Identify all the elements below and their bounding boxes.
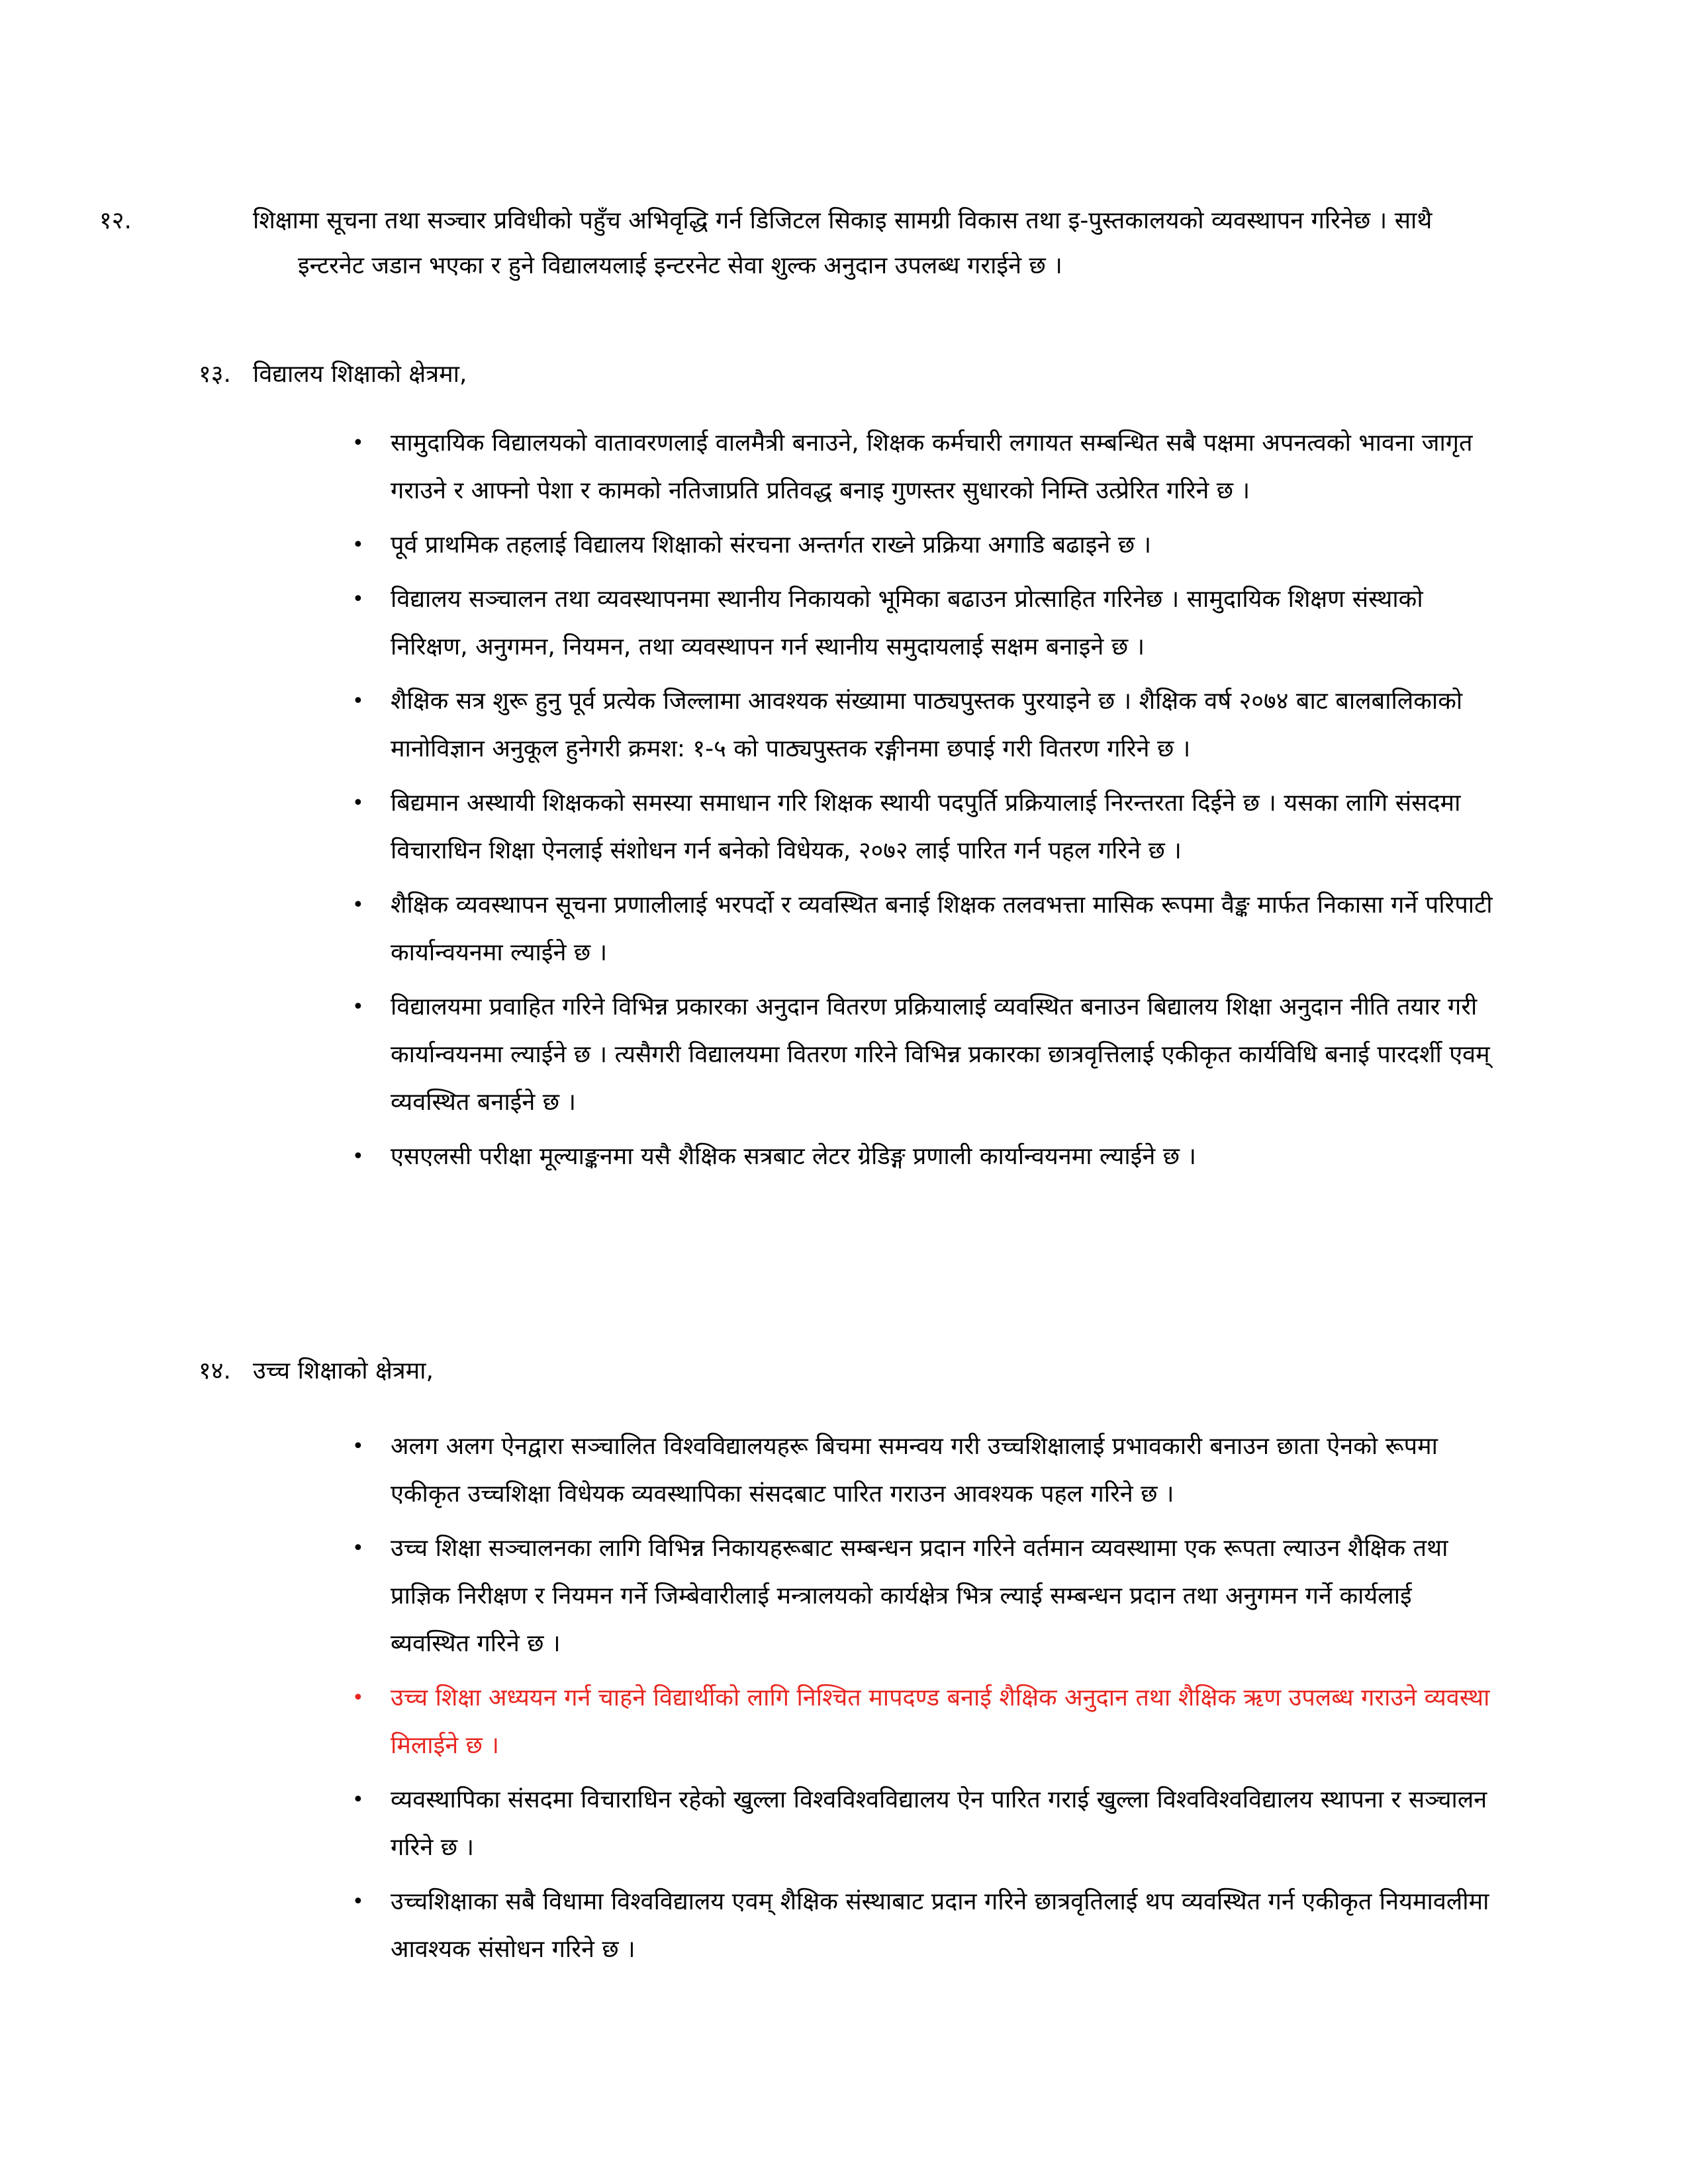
list-item-text: अलग अलग ऐनद्वारा सञ्चालित विश्वविद्यालयहरू बिचमा समन्वय गरी उच्चशिक्षालाई प्रभावकारी बनाउन छाता ऐनको रूपमा एकीकृत उच्चशिक्षा विधेयक व्यवस्थापिका संसदबाट पारित गराउन आवश्यक पहल गरिने छ । — [391, 1433, 1438, 1508]
section-13-heading — [199, 352, 467, 397]
bullet-icon: • — [352, 1537, 364, 1560]
list-item-text: शैक्षिक व्यवस्थापन सूचना प्रणालीलाई भरपर्दो र व्यवस्थित बनाई शिक्षक तलवभत्ता मासिक रूपमा वैङ्क मार्फत निकासा गर्ने परिपाटी कार्यान्वयनमा ल्याईने छ । — [391, 891, 1493, 966]
list-item-text: उच्च शिक्षा सञ्चालनका लागि विभिन्न निकायहरूबाट सम्बन्धन प्रदान गरिने वर्तमान व्यवस्थामा एक रूपता ल्याउन शैक्षिक तथा प्राज्ञिक निरीक्षण र नियमन गर्ने जिम्बेवारीलाई मन्त्रालयको कार्यक्षेत्र भित्र ल्याई सम्बन्धन प्रदान तथा अनुगमन गर्ने कार्यलाई ब्यवस्थित गरिने छ । — [391, 1535, 1448, 1657]
list-item — [352, 1423, 1496, 1518]
bullet-icon: • — [352, 995, 364, 1019]
bullet-icon: • — [352, 893, 364, 917]
list-item-text: उच्च शिक्षा अध्ययन गर्न चाहने विद्यार्थीको लागि निश्चित मापदण्ड बनाई शैक्षिक अनुदान तथा शैक्षिक ऋण उपलब्ध गराउने व्यवस्था मिलाईने छ । — [391, 1684, 1490, 1759]
list-item — [352, 522, 1496, 569]
list-item-text: पूर्व प्राथमिक तहलाई विद्यालय शिक्षाको संरचना अन्तर्गत राख्ने प्रक्रिया अगाडि बढाइने छ । — [391, 531, 1152, 559]
list-item-text: विद्यालय सञ्चालन तथा व्यवस्थापनमा स्थानीय निकायको भूमिका बढाउन प्रोत्साहित गरिनेछ । सामुदायिक शिक्षण संस्थाको निरिक्षण, अनुगमन, नियमन, तथा व्यवस्थापन गर्न स्थानीय समुदायलाई सक्षम बनाइने छ । — [391, 586, 1423, 660]
section-13-list — [352, 420, 1496, 1187]
section-13-title: विद्यालय शिक्षाको क्षेत्रमा, — [253, 361, 467, 388]
list-item-text: विद्यालयमा प्रवाहित गरिने विभिन्न प्रकारका अनुदान वितरण प्रक्रियालाई व्यवस्थित बनाउन बिद्यालय शिक्षा अनुदान नीति तयार गरी कार्यान्वयनमा ल्याईने छ । त्यसैगरी विद्यालयमा वितरण गरिने विभिन्न प्रकारका छात्रवृत्तिलाई एकीकृत कार्यविधि बनाई पारदर्शी एवम् व्यवस्थित बनाईने छ । — [391, 993, 1490, 1116]
list-item — [352, 576, 1496, 671]
paragraph-12-body — [99, 199, 1496, 289]
list-item — [352, 1878, 1496, 1974]
bullet-icon: • — [352, 1788, 364, 1811]
bullet-icon: • — [352, 690, 364, 713]
section-14-list — [352, 1423, 1496, 1980]
list-item-text: सामुदायिक विद्यालयको वातावरणलाई वालमैत्री बनाउने, शिक्षक कर्मचारी लगायत सम्बन्धित सबै पक्षमा अपनत्वको भावना जागृत गराउने र आफ्नो पेशा र कामको नतिजाप्रति प्रतिवद्ध बनाइ गुणस्तर सुधारको निम्ति उत्प्रेरित गरिने छ । — [391, 430, 1473, 504]
list-item — [352, 1776, 1496, 1872]
list-item — [352, 678, 1496, 773]
bullet-icon: • — [352, 1686, 364, 1709]
paragraph-12-number: १२. — [99, 207, 132, 234]
list-item-text: एसएलसी परीक्षा मूल्याङ्कनमा यसै शैक्षिक सत्रबाट लेटर ग्रेडिङ्ग प्रणाली कार्यान्वयनमा ल्याईने छ । — [391, 1143, 1197, 1170]
list-item — [352, 420, 1496, 515]
section-14-heading — [199, 1349, 434, 1394]
section-13-number: १३. — [199, 361, 231, 388]
list-item-text: उच्चशिक्षाका सबै विधामा विश्वविद्यालय एवम् शैक्षिक संस्थाबाट प्रदान गरिने छात्रवृतिलाई थप व्यवस्थित गर्न एकीकृत नियमावलीमा आवश्यक संसोधन गरिने छ । — [391, 1888, 1489, 1963]
bullet-icon: • — [352, 432, 364, 455]
list-item — [352, 1525, 1496, 1668]
list-item-text: व्यवस्थापिका संसदमा विचाराधिन रहेको खुल्ला विश्वविश्वविद्यालय ऐन पारित गराई खुल्ला विश्वविश्वविद्यालय स्थापना र सञ्चालन गरिने छ । — [391, 1786, 1487, 1861]
list-item — [352, 1133, 1496, 1181]
list-item — [352, 882, 1496, 977]
bullet-icon: • — [352, 1890, 364, 1913]
list-item-text: बिद्यमान अस्थायी शिक्षकको समस्या समाधान गरि शिक्षक स्थायी पदपुर्ति प्रक्रियालाई निरन्तरता दिईने छ । यसका लागि संसदमा विचाराधिन शिक्षा ऐनलाई संशोधन गर्न बनेको विधेयक, २०७२ लाई पारित गर्न पहल गरिने छ । — [391, 790, 1461, 864]
bullet-icon: • — [352, 588, 364, 611]
paragraph-12-text: शिक्षामा सूचना तथा सञ्चार प्रविधीको पहुँच अभिवृद्धि गर्न डिजिटल सिकाइ सामग्री विकास तथा इ-पुस्तकालयको व्यवस्थापन गरिनेछ । साथै इन्टरनेट जडान भएका र हुने विद्यालयलाई इन्टरनेट सेवा शुल्क अनुदान उपलब्ध गराईने छ । — [253, 207, 1432, 279]
bullet-icon: • — [352, 533, 364, 557]
bullet-icon: • — [352, 1145, 364, 1168]
list-item — [352, 780, 1496, 875]
list-item-highlighted — [352, 1674, 1496, 1770]
bullet-icon: • — [352, 792, 364, 815]
paragraph-12 — [99, 199, 1496, 289]
section-14-title: उच्च शिक्षाको क्षेत्रमा, — [253, 1357, 434, 1385]
bullet-icon: • — [352, 1435, 364, 1458]
list-item-text: शैक्षिक सत्र शुरू हुनु पूर्व प्रत्येक जिल्लामा आवश्यक संख्यामा पाठ्यपुस्तक पुरयाइने छ । शैक्षिक वर्ष २०७४ बाट बालबालिकाको मानोविज्ञान अनुकूल हुनेगरी क्रमश: १-५ को पाठ्यपुस्तक रङ्गीनमा छपाई गरी वितरण गरिने छ । — [391, 688, 1463, 762]
list-item — [352, 983, 1496, 1126]
section-14-number: १४. — [199, 1357, 231, 1385]
